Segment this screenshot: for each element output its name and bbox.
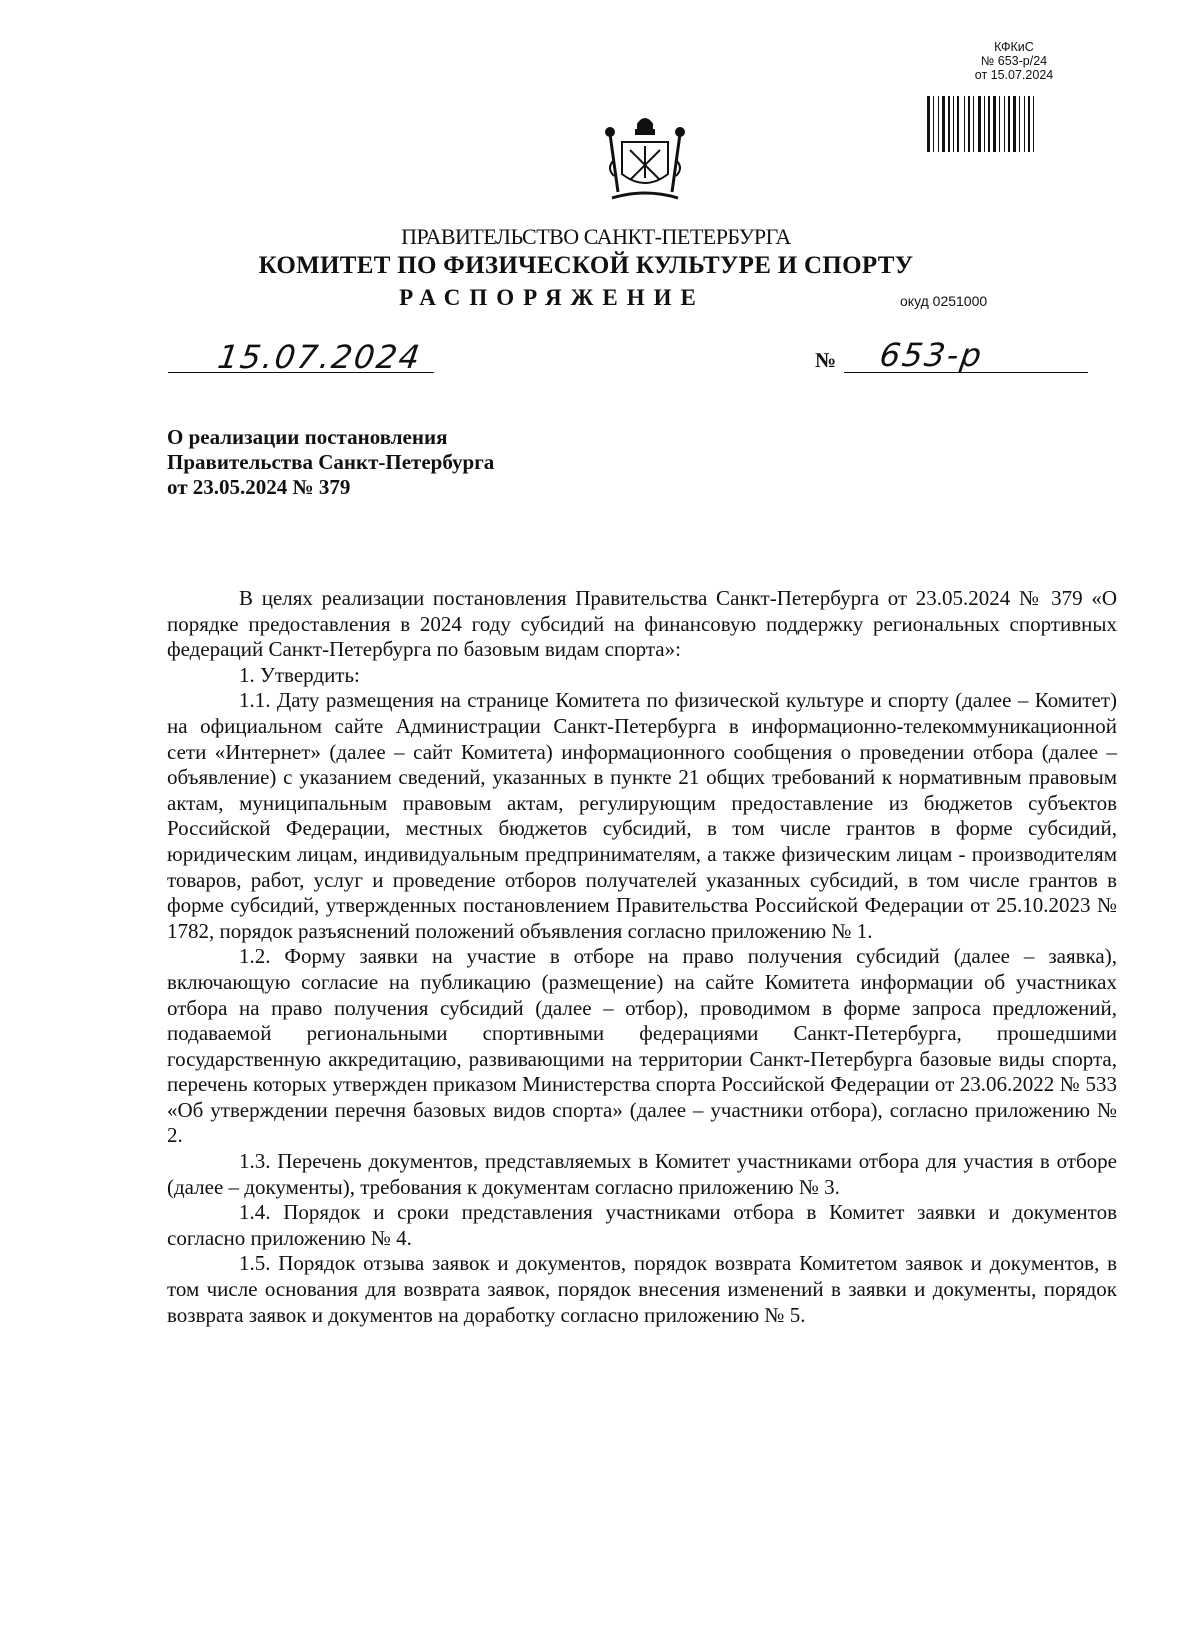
document-subject <box>167 425 494 500</box>
clause-1-5: 1.5. Порядок отзыва заявок и документов, порядок возврата Комитетом заявок и документов, в том числе основания для возврата заявок, порядок внесения изменений в заявки и документы, порядок возврата заявок и документов на доработку согласно приложению № 5. <box>167 1251 1117 1327</box>
stamp-line-2: № 653-р/24 <box>980 54 1048 68</box>
preamble-paragraph: В целях реализации постановления Правительства Санкт-Петербурга от 23.05.2024 № 379 «О порядке предоставления в 2024 году субсидий на финансовую поддержку региональных спортивных федераций Санкт-Петербурга по базовым видам спорта»: <box>167 586 1117 662</box>
clause-1-3: 1.3. Перечень документов, представляемых в Комитет участниками отбора для участия в отборе (далее – документы), требования к документам согласно приложению № 3. <box>167 1149 1117 1199</box>
clause-1-1: 1.1. Дату размещения на странице Комитета по физической культуре и спорту (далее – Комитет) на официальном сайте Администрации Санкт-Петербурга в информационно-телекоммуникационной сети «Интернет» (далее – сайт Комитета) информационного сообщения о проведении отбора (далее – объявление) с указанием сведений, указанных в пункте 21 общих требований к нормативным правовым актам, муниципальным правовым актам, регулирующим предоставление из бюджетов субъектов Российской Федерации, местных бюджетов субсидий, в том числе грантов в форме субсидий, юридическим лицам, индивидуальным предпринимателям, а также физическим лицам - производителям товаров, работ, услуг и проведение отборов получателей указанных субсидий, в том числе грантов в форме субсидий, утвержденных постановлением Правительства Российской Федерации от 25.10.2023 № 1782, порядок разъяснений положений объявления согласно приложению № 1. <box>167 688 1117 943</box>
stamp-line-1: КФКиС <box>994 40 1034 54</box>
government-title: ПРАВИТЕЛЬСТВО САНКТ-ПЕТЕРБУРГА <box>401 224 791 249</box>
okud-code: окуд 0251000 <box>900 293 988 309</box>
clause-1-4: 1.4. Порядок и сроки представления участниками отбора в Комитет заявки и документов согласно приложению № 4. <box>167 1200 1117 1250</box>
coat-of-arms-icon <box>600 112 690 204</box>
subject-line-2: Правительства Санкт-Петербурга <box>167 450 495 474</box>
stamp-line-3: от 15.07.2024 <box>974 68 1054 82</box>
document-number: 653-р <box>877 336 986 374</box>
subject-line-1: О реализации постановления <box>167 425 448 449</box>
document-body <box>167 586 1117 1328</box>
clause-1-2: 1.2. Форму заявки на участие в отборе на право получения субсидий (далее – заявка), включающую согласие на публикацию (размещение) на сайте Комитета информации об участниках отбора на право получения субсидий (далее – отбор), проводимом в форме запроса предложений, подаваемой региональными спортивными федерациями Санкт-Петербурга, прошедшими государственную аккредитацию, развивающими на территории Санкт-Петербурга базовые виды спорта, перечень которых утвержден приказом Министерства спорта Российской Федерации от 23.06.2022 № 533 «Об утверждении перечня базовых видов спорта» (далее – участники отбора), согласно приложению № 2. <box>167 944 1117 1148</box>
number-label: № <box>815 348 837 372</box>
number-underline <box>844 372 1088 373</box>
document-type: РАСПОРЯЖЕНИЕ <box>399 285 705 310</box>
registration-stamp <box>944 40 1084 82</box>
date-underline <box>168 372 434 373</box>
committee-title: КОМИТЕТ ПО ФИЗИЧЕСКОЙ КУЛЬТУРЕ И СПОРТУ <box>258 252 914 279</box>
document-date: 15.07.2024 <box>215 338 424 376</box>
clause-1: 1. Утвердить: <box>239 662 360 687</box>
subject-line-3: от 23.05.2024 № 379 <box>167 475 351 499</box>
barcode-icon <box>925 96 1085 152</box>
